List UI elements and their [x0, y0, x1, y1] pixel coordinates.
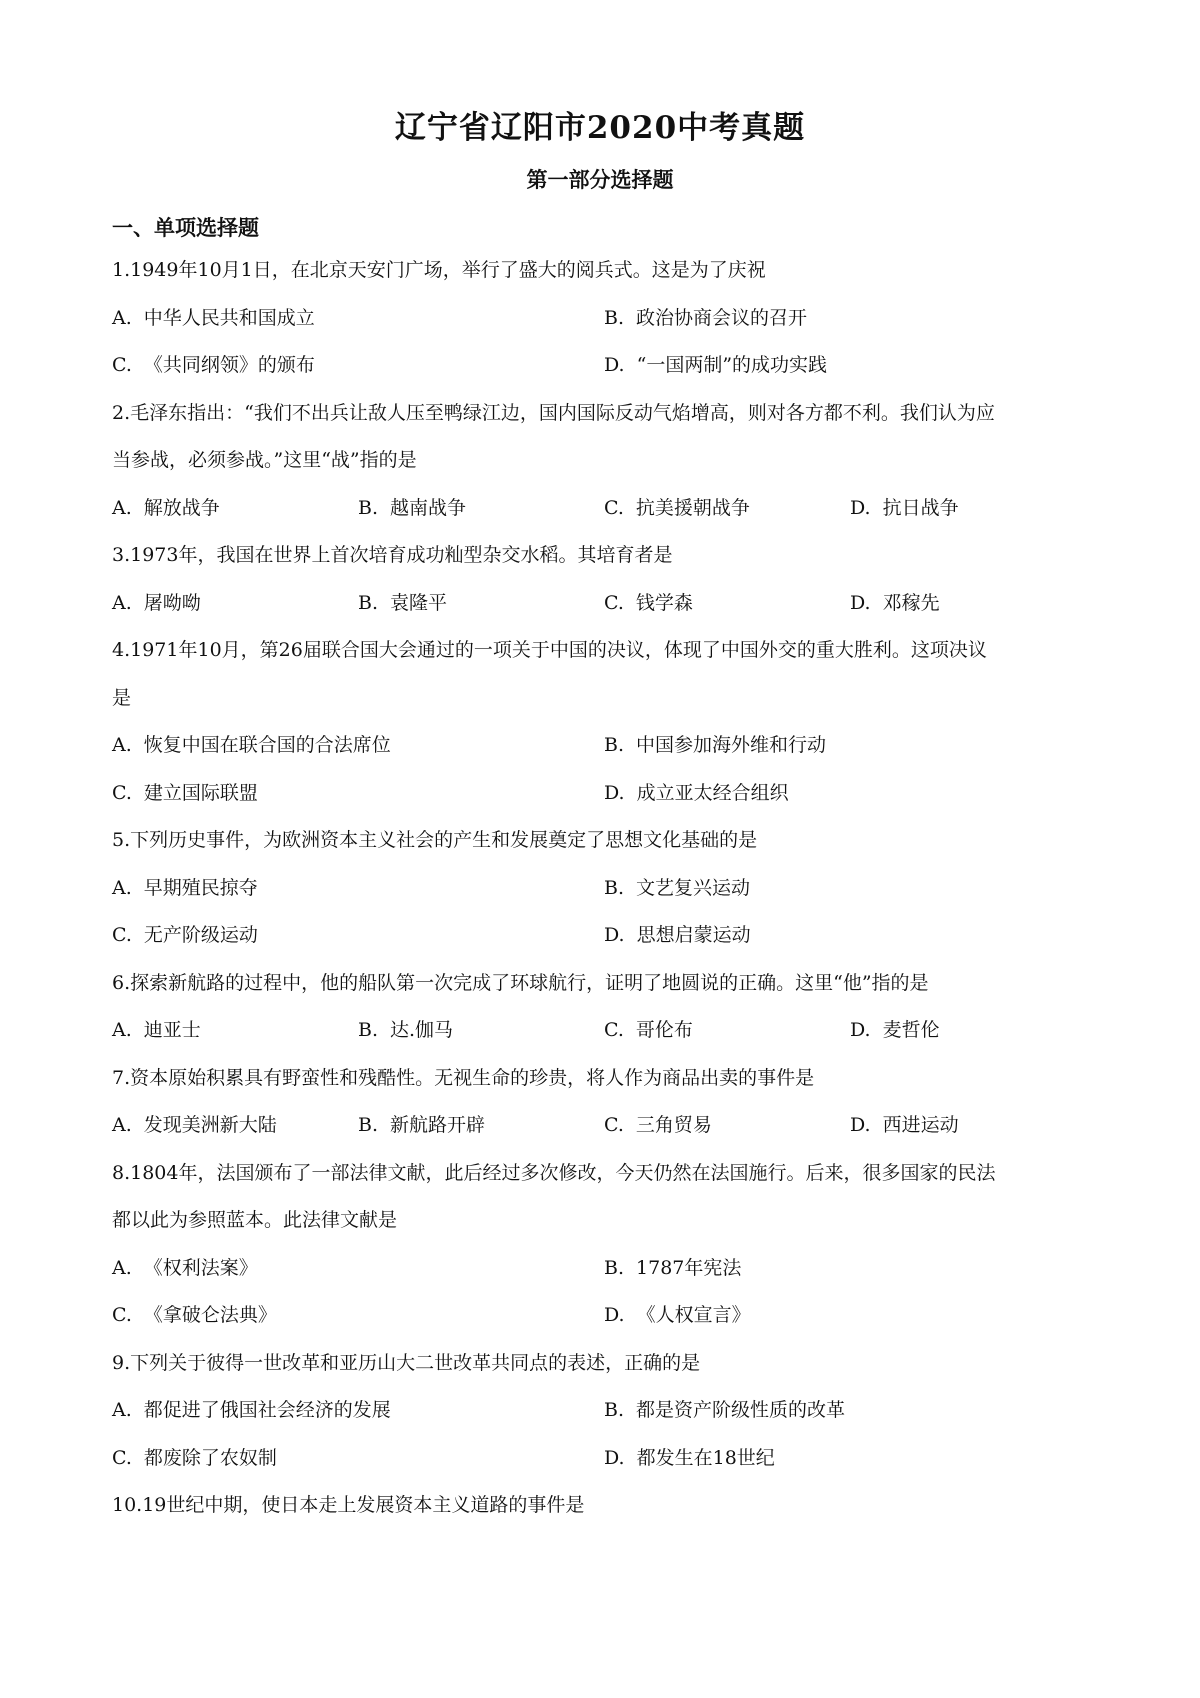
option-letter: D. [604, 354, 625, 376]
option-letter: B. [604, 1256, 625, 1279]
answer-option [604, 1111, 850, 1159]
option-text: 发现美洲新大陆 [143, 1114, 277, 1136]
option-letter: A. [112, 306, 132, 329]
option-letter: A. [112, 591, 132, 614]
question-stem-line: 8.1804年，法国颁布了一部法律文献，此后经过多次修改，今天仍然在法国施行。后来，很多国家的民法 [112, 1161, 996, 1184]
option-letter: C. [604, 496, 624, 519]
option-group [112, 304, 1097, 399]
option-group [112, 731, 1097, 826]
question-2 [112, 399, 1097, 542]
answer-option [112, 351, 604, 399]
option-letter: C. [112, 924, 132, 946]
question-stem-line: 都以此为参照蓝本。此法律文献是 [112, 1209, 398, 1231]
question-10 [112, 1491, 1097, 1539]
option-text: 麦哲伦 [882, 1019, 940, 1041]
question-4 [112, 636, 1097, 826]
answer-option [604, 1396, 1096, 1444]
option-letter: C. [604, 1019, 624, 1041]
option-group [112, 1111, 1097, 1159]
option-group [112, 589, 1097, 637]
answer-option [112, 921, 604, 969]
option-text: 解放战争 [143, 496, 220, 519]
answer-option [112, 1254, 604, 1302]
question-stem-line: 是 [112, 686, 132, 709]
option-group [112, 1254, 1097, 1349]
question-stem-line: 5.下列历史事件，为欧洲资本主义社会的产生和发展奠定了思想文化基础的是 [112, 829, 758, 851]
option-text: 越南战争 [390, 496, 467, 519]
question-stem-line: 9.下列关于彼得一世改革和亚历山大二世改革共同点的表述，正确的是 [112, 1351, 701, 1374]
option-text: 《共同纲领》的颁布 [143, 354, 315, 376]
answer-option [850, 589, 1096, 637]
option-letter: B. [358, 496, 379, 519]
answer-option [112, 494, 358, 542]
option-group [112, 494, 1097, 542]
option-text: 钱学森 [635, 591, 693, 614]
answer-option [604, 589, 850, 637]
option-text: 《人权宣言》 [636, 1304, 751, 1326]
option-letter: C. [604, 1114, 624, 1136]
answer-option [112, 589, 358, 637]
option-letter: C. [604, 591, 624, 614]
option-letter: B. [604, 876, 625, 899]
option-text: 建立国际联盟 [143, 781, 258, 804]
question-stem-line: 2.毛泽东指出：“我们不出兵让敌人压至鸭绿江边，国内国际反动气焰增高，则对各方都不利。我们认为应 [112, 401, 995, 424]
option-group [112, 874, 1097, 969]
answer-option [358, 494, 604, 542]
answer-option [850, 494, 1096, 542]
question-stem-line: 10.19世纪中期，使日本走上发展资本主义道路的事件是 [112, 1494, 585, 1516]
option-text: 无产阶级运动 [143, 924, 258, 946]
question-stem-line: 1.1949年10月1日，在北京天安门广场，举行了盛大的阅兵式。这是为了庆祝 [112, 259, 766, 281]
option-group [112, 1016, 1097, 1064]
question-1 [112, 256, 1097, 399]
answer-option [850, 1016, 1096, 1064]
question-6 [112, 969, 1097, 1064]
question-stem-line: 6.探索新航路的过程中，他的船队第一次完成了环球航行，证明了地圆说的正确。这里“他”指的是 [112, 971, 929, 994]
option-text: 抗日战争 [882, 496, 959, 519]
option-text: 邓稼先 [882, 591, 940, 614]
option-text: 袁隆平 [390, 591, 448, 614]
answer-option [604, 874, 1096, 922]
option-group [112, 1396, 1097, 1491]
answer-option [604, 731, 1096, 779]
option-text: 1787年宪法 [636, 1256, 742, 1279]
option-letter: D. [604, 1304, 625, 1326]
option-text: 抗美援朝战争 [635, 496, 750, 519]
option-text: 达.伽马 [390, 1019, 454, 1041]
question-stem-line: 7.资本原始积累具有野蛮性和残酷性。无视生命的珍贵，将人作为商品出卖的事件是 [112, 1066, 815, 1089]
answer-option [112, 1016, 358, 1064]
option-letter: D. [604, 924, 625, 946]
answer-option [604, 1301, 1096, 1349]
option-text: 《拿破仑法典》 [143, 1304, 277, 1326]
option-letter: D. [850, 591, 871, 614]
question-8 [112, 1159, 1097, 1349]
option-text: 都废除了农奴制 [143, 1446, 277, 1469]
option-text: 思想启蒙运动 [636, 924, 751, 946]
option-text: 新航路开辟 [390, 1114, 486, 1136]
option-letter: C. [112, 1446, 132, 1469]
option-text: 西进运动 [882, 1114, 959, 1136]
answer-option [112, 1396, 604, 1444]
question-list [112, 256, 1097, 1539]
option-letter: B. [358, 591, 379, 614]
question-stem-line: 当参战，必须参战。”这里“战”指的是 [112, 449, 417, 471]
option-text: 三角贸易 [635, 1114, 712, 1136]
answer-option [112, 874, 604, 922]
option-text: 政治协商会议的召开 [636, 306, 808, 329]
answer-option [358, 1016, 604, 1064]
answer-option [112, 304, 604, 352]
option-text: 都促进了俄国社会经济的发展 [143, 1399, 391, 1421]
option-letter: B. [604, 734, 625, 756]
answer-option [112, 779, 604, 827]
option-text: 文艺复兴运动 [636, 876, 751, 899]
option-letter: D. [604, 781, 625, 804]
answer-option [358, 1111, 604, 1159]
option-letter: B. [358, 1114, 379, 1136]
option-letter: A. [112, 1256, 132, 1279]
option-text: 哥伦布 [635, 1019, 693, 1041]
page-title: 辽宁省辽阳市2020中考真题 [394, 110, 806, 146]
answer-option [604, 1254, 1096, 1302]
option-letter: A. [112, 734, 132, 756]
option-text: 《权利法案》 [143, 1256, 258, 1279]
option-text: 中华人民共和国成立 [143, 306, 315, 329]
answer-option [604, 921, 1096, 969]
answer-option [112, 1301, 604, 1349]
option-letter: A. [112, 1399, 132, 1421]
option-letter: D. [850, 496, 871, 519]
question-7 [112, 1064, 1097, 1159]
option-text: 中国参加海外维和行动 [636, 734, 827, 756]
option-letter: B. [604, 1399, 625, 1421]
answer-option [604, 1444, 1096, 1492]
answer-option [112, 1444, 604, 1492]
option-letter: C. [112, 781, 132, 804]
option-letter: D. [850, 1019, 871, 1041]
option-text: 成立亚太经合组织 [636, 781, 789, 804]
answer-option [850, 1111, 1096, 1159]
option-text: 迪亚士 [143, 1019, 201, 1041]
option-letter: A. [112, 1019, 132, 1041]
option-text: 都是资产阶级性质的改革 [636, 1399, 846, 1421]
answer-option [604, 779, 1096, 827]
option-text: 早期殖民掠夺 [143, 876, 258, 899]
answer-option [604, 351, 1096, 399]
option-letter: A. [112, 876, 132, 899]
question-5 [112, 826, 1097, 969]
option-text: 恢复中国在联合国的合法席位 [143, 734, 391, 756]
option-letter: B. [604, 306, 625, 329]
question-3 [112, 541, 1097, 636]
question-9 [112, 1349, 1097, 1492]
answer-option [112, 1111, 358, 1159]
option-text: “一国两制”的成功实践 [636, 354, 828, 376]
answer-option [604, 304, 1096, 352]
option-letter: A. [112, 496, 132, 519]
question-stem-line: 3.1973年，我国在世界上首次培育成功籼型杂交水稻。其培育者是 [112, 544, 673, 566]
answer-option [358, 589, 604, 637]
option-letter: C. [112, 354, 132, 376]
option-text: 屠呦呦 [143, 591, 201, 614]
option-letter: D. [850, 1114, 871, 1136]
answer-option [604, 1016, 850, 1064]
question-stem-line: 4.1971年10月，第26届联合国大会通过的一项关于中国的决议，体现了中国外交的重大胜利。这项决议 [112, 639, 987, 661]
page-subtitle: 第一部分选择题 [526, 167, 674, 192]
answer-option [112, 731, 604, 779]
answer-option [604, 494, 850, 542]
option-letter: A. [112, 1114, 132, 1136]
option-letter: C. [112, 1304, 132, 1326]
option-text: 都发生在18世纪 [636, 1446, 775, 1469]
option-letter: D. [604, 1446, 625, 1469]
section-heading: 一、单项选择题 [112, 215, 259, 240]
option-letter: B. [358, 1019, 379, 1041]
